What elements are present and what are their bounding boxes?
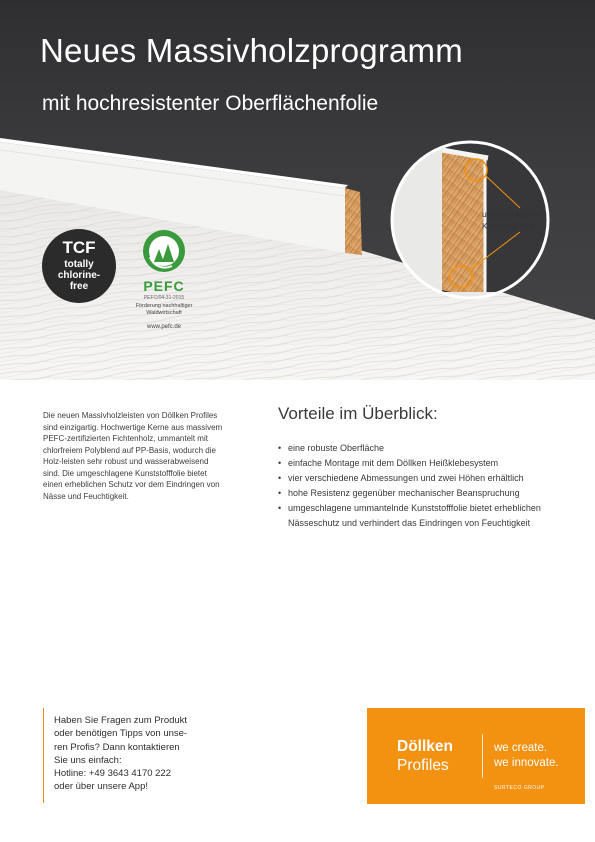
pefc-logo — [128, 229, 200, 330]
brand-group-label: SURTECO GROUP — [494, 785, 545, 791]
contact-box — [43, 708, 234, 803]
tcf-badge-title: TCF — [62, 238, 96, 257]
brand-slogan: we create. we innovate. — [494, 742, 559, 769]
pefc-certificate-number: PEFC/04-31-2015 — [143, 295, 185, 301]
tcf-badge — [42, 229, 116, 303]
page-subtitle: mit hochresistenter Oberflächenfolie — [42, 92, 379, 115]
advantage-item: • eine robuste Oberfläche — [278, 441, 578, 456]
page-title: Neues Massivholzprogramm — [40, 32, 463, 69]
pefc-trees-icon — [142, 229, 186, 273]
pefc-wordmark: PEFC — [143, 278, 185, 294]
pefc-url: www.pefc.de — [146, 324, 182, 330]
advantages-heading: Vorteile im Überblick: — [278, 404, 438, 423]
advantage-item: • hohe Resistenz gegenüber mechanischer Beanspruchung — [278, 486, 578, 501]
brand-name-line1: Döllken — [397, 738, 453, 755]
advantages-list — [278, 441, 578, 531]
brand-divider — [482, 734, 483, 778]
contact-text: Haben Sie Fragen zum Produkt oder benötigen Tipps von unse- ren Profis? Dann kontaktieren Sie uns einfach: Hotline: +49 3643 4170 222 oder über unsere App! — [54, 714, 234, 794]
advantage-item: • umgeschlagene ummantelnde Kunststofffolie bietet erheblichen Nässeschutz und verhindert das Eindringen von Feuchtigkeit — [278, 501, 578, 531]
advantage-item: • vier verschiedene Abmessungen und zwei Höhen erhältlich — [278, 471, 578, 486]
brand-name-line2: Profiles — [397, 757, 449, 774]
tcf-badge-subtitle: totally chlorine- free — [57, 259, 101, 292]
intro-paragraph: Die neuen Massivholzleisten von Döllken Profiles sind einzigartig. Hochwertige Kerne aus massivem PEFC-zertifizierten Fichtenholz, ummantelt mit chlorfreiem Polyblend auf PP-Basis, wodurch die Holz-leisten sehr robust und wasserabweisend sind. Die umgeschlagene Kunststofffolie bietet einen erheblichen Schutz vor dem Eindringen von Nässe und Feuchtigkeit. — [43, 411, 223, 501]
pefc-tagline: Förderung nachhaltiger Waldwirtschaft — [135, 303, 193, 316]
hotline-number[interactable]: Hotline: +49 3643 4170 222 — [54, 768, 172, 780]
brand-logo-box — [367, 708, 585, 804]
hero-image — [0, 0, 595, 380]
advantage-item: • einfache Montage mit dem Döllken Heißklebesystem — [278, 456, 578, 471]
foil-callout-label: umgeschlagene Kunststofffolie — [482, 209, 543, 231]
